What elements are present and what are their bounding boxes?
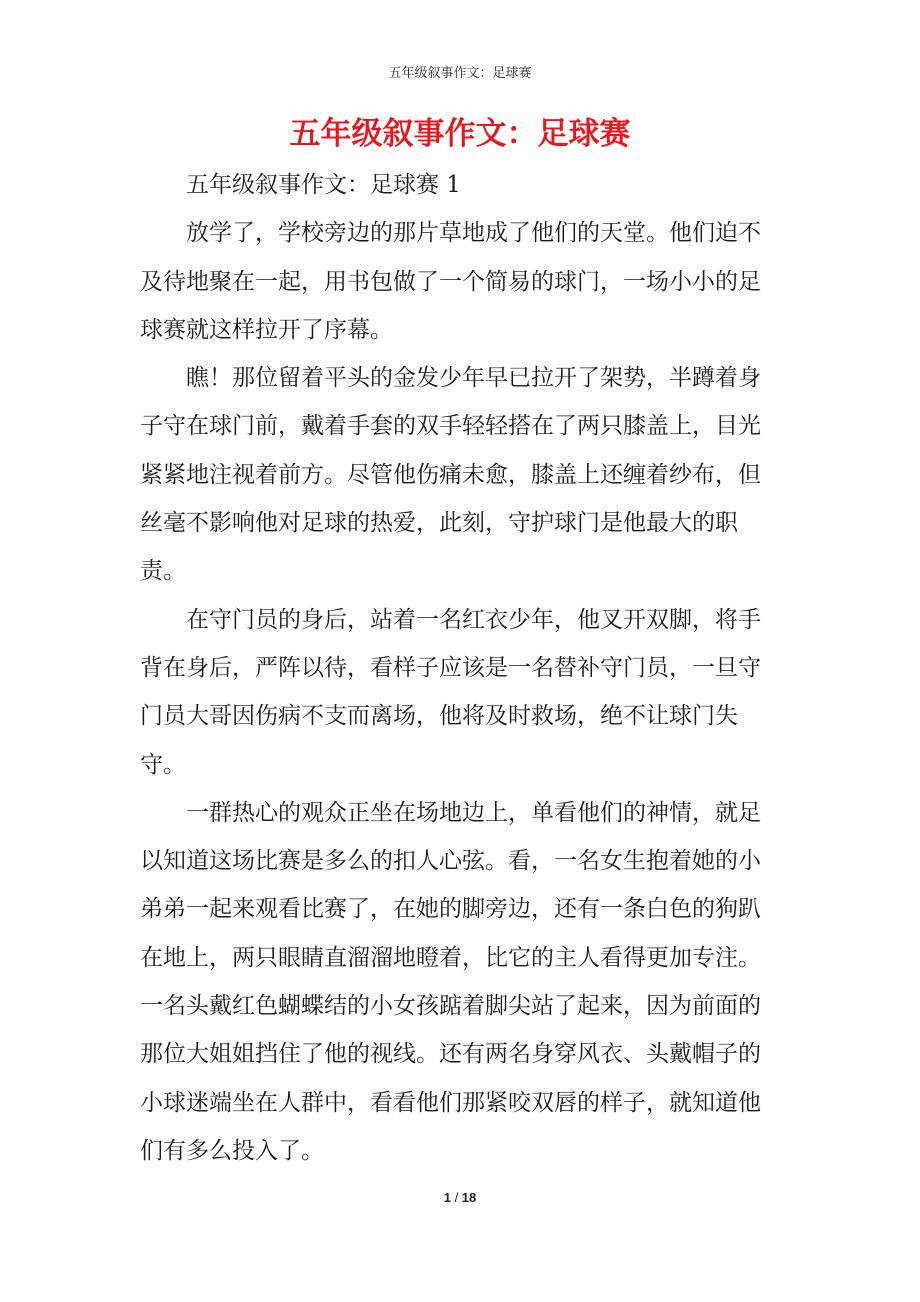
running-header: 五年级叙事作文：足球赛 [388,66,532,81]
page-separator: / [450,1190,462,1205]
total-pages: 18 [461,1190,477,1205]
page-number [0,1190,920,1206]
document-subtitle: 五年级叙事作文：足球赛 1 [186,172,461,198]
paragraph-2: 瞧！那位留着平头的金发少年早已拉开了架势，半蹲着身子守在球门前，戴着手套的双手轻轻搭在了两只膝盖上，目光紧紧地注视着前方。尽管他伤痛未愈，膝盖上还缠着纱布，但丝毫不影响他对足球的热爱，此刻，守护球门是他最大的职责。 [140,365,761,585]
paragraph-4: 一群热心的观众正坐在场地边上，单看他们的神情，就足以知道这场比赛是多么的扣人心弦。看，一名女生抱着她的小弟弟一起来观看比赛了，在她的脚旁边，还有一条白色的狗趴在地上，两只眼睛直溜溜地瞪着，比它的主人看得更加专注。一名头戴红色蝴蝶结的小女孩踮着脚尖站了起来，因为前面的那位大姐姐挡住了他的视线。还有两名身穿风衣、头戴帽子的小球迷端坐在人群中，看看他们那紧咬双唇的样子，就知道他们有多么投入了。 [140,799,761,1164]
document-title: 五年级叙事作文：足球赛 [289,116,631,152]
current-page-number: 1 [443,1190,451,1205]
document-body [140,161,780,1175]
paragraph-3: 在守门员的身后，站着一名红衣少年，他叉开双脚，将手背在身后，严阵以待，看样子应该是一名替补守门员，一旦守门员大哥因伤病不支而离场，他将及时救场，绝不让球门失守。 [140,606,761,778]
paragraph-1: 放学了，学校旁边的那片草地成了他们的天堂。他们迫不及待地聚在一起，用书包做了一个简易的球门，一场小小的足球赛就这样拉开了序幕。 [140,220,761,343]
